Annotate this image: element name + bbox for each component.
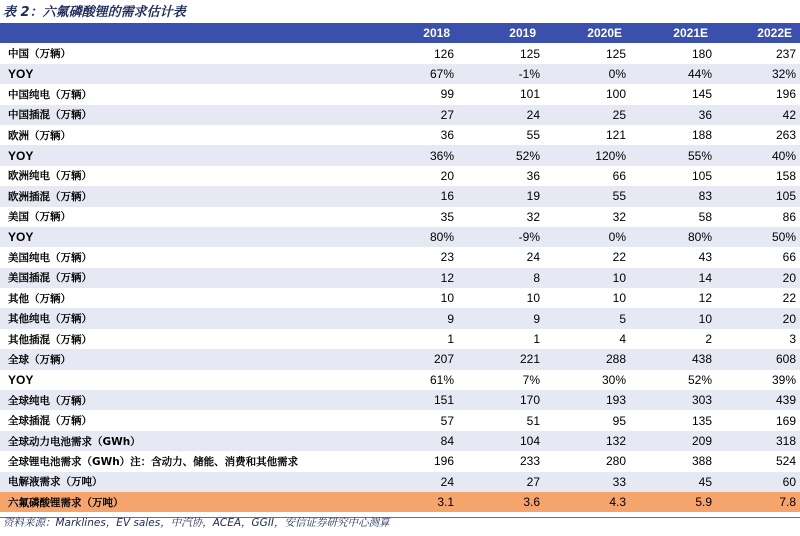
row-value-2020e: 22 [544,247,630,267]
row-label: 其他插混（万辆） [0,329,372,349]
row-value-2022e: 439 [716,390,800,410]
row-value-2020e: 55 [544,186,630,206]
row-label: 中国（万辆） [0,43,372,63]
row-value-2021e: 438 [630,349,716,369]
row-value-2019: 7% [458,370,544,390]
row-value-2021e: 36 [630,105,716,125]
table-row [0,492,800,512]
header-cell-2022e: 2022E [716,23,800,43]
row-value-2021e: 80% [630,227,716,247]
row-value-2021e: 45 [630,472,716,492]
row-value-2022e: 50% [716,227,800,247]
row-value-2021e: 58 [630,207,716,227]
row-label: 中国纯电（万辆） [0,84,372,104]
table-row [0,227,800,247]
row-value-2021e: 44% [630,64,716,84]
table-row [0,84,800,104]
row-value-2021e: 55% [630,145,716,165]
row-value-2020e: 95 [544,410,630,430]
row-value-2021e: 5.9 [630,492,716,512]
row-label: 全球纯电（万辆） [0,390,372,410]
table-row [0,125,800,145]
row-value-2020e: 10 [544,288,630,308]
row-label: 其他纯电（万辆） [0,308,372,328]
table-row [0,145,800,165]
table-row [0,308,800,328]
row-value-2020e: 0% [544,227,630,247]
row-value-2018: 36% [372,145,458,165]
table-row [0,390,800,410]
row-value-2018: 151 [372,390,458,410]
row-value-2020e: 4.3 [544,492,630,512]
row-label: YOY [0,145,372,165]
row-value-2020e: 121 [544,125,630,145]
header-cell-2021e: 2021E [630,23,716,43]
row-value-2020e: 100 [544,84,630,104]
row-label: 中国插混（万辆） [0,105,372,125]
row-value-2019: 27 [458,472,544,492]
row-value-2019: 1 [458,329,544,349]
row-label: 全球锂电池需求（GWh）注：含动力、储能、消费和其他需求 [0,451,372,471]
row-label: 美国插混（万辆） [0,268,372,288]
row-value-2019: 8 [458,268,544,288]
row-value-2020e: 5 [544,308,630,328]
row-value-2018: 99 [372,84,458,104]
row-value-2020e: 32 [544,207,630,227]
header-cell-2019: 2019 [458,23,544,43]
row-label: YOY [0,370,372,390]
table-row [0,268,800,288]
row-label: YOY [0,227,372,247]
row-value-2018: 57 [372,410,458,430]
row-value-2018: 1 [372,329,458,349]
row-label: 全球插混（万辆） [0,410,372,430]
row-label: 全球（万辆） [0,349,372,369]
row-label: 欧洲插混（万辆） [0,186,372,206]
row-value-2019: 104 [458,431,544,451]
header-cell-label [0,23,372,43]
row-value-2018: 207 [372,349,458,369]
row-value-2022e: 524 [716,451,800,471]
row-value-2018: 35 [372,207,458,227]
row-value-2021e: 52% [630,370,716,390]
row-label: 全球动力电池需求（GWh） [0,431,372,451]
row-value-2021e: 10 [630,308,716,328]
row-value-2021e: 388 [630,451,716,471]
table-row [0,105,800,125]
row-value-2022e: 42 [716,105,800,125]
row-value-2019: 221 [458,349,544,369]
row-value-2021e: 188 [630,125,716,145]
row-value-2022e: 3 [716,329,800,349]
row-value-2020e: 30% [544,370,630,390]
table-row [0,451,800,471]
row-value-2018: 36 [372,125,458,145]
header-cell-2020e: 2020E [544,23,630,43]
row-value-2019: 24 [458,105,544,125]
row-value-2018: 84 [372,431,458,451]
row-value-2019: 3.6 [458,492,544,512]
row-value-2022e: 7.8 [716,492,800,512]
table-row [0,247,800,267]
row-value-2020e: 0% [544,64,630,84]
table-row [0,472,800,492]
row-value-2019: 55 [458,125,544,145]
row-value-2021e: 209 [630,431,716,451]
row-value-2022e: 318 [716,431,800,451]
row-label: 美国纯电（万辆） [0,247,372,267]
row-value-2018: 61% [372,370,458,390]
row-value-2021e: 105 [630,166,716,186]
row-value-2019: 10 [458,288,544,308]
row-value-2020e: 66 [544,166,630,186]
table-row [0,166,800,186]
table-row [0,431,800,451]
row-value-2020e: 132 [544,431,630,451]
row-value-2020e: 280 [544,451,630,471]
row-value-2022e: 20 [716,268,800,288]
table-row [0,288,800,308]
table-row [0,207,800,227]
row-label: YOY [0,64,372,84]
row-label: 其他（万辆） [0,288,372,308]
row-value-2019: 51 [458,410,544,430]
table-row [0,329,800,349]
table-header-row [0,23,800,43]
row-value-2022e: 86 [716,207,800,227]
row-value-2020e: 10 [544,268,630,288]
row-value-2018: 24 [372,472,458,492]
row-value-2018: 27 [372,105,458,125]
row-value-2018: 126 [372,43,458,63]
row-value-2020e: 125 [544,43,630,63]
row-label: 欧洲纯电（万辆） [0,166,372,186]
row-value-2020e: 4 [544,329,630,349]
table-row [0,186,800,206]
row-value-2020e: 33 [544,472,630,492]
table-row [0,349,800,369]
row-value-2018: 20 [372,166,458,186]
row-value-2021e: 145 [630,84,716,104]
table-body [0,43,800,512]
row-value-2022e: 105 [716,186,800,206]
row-value-2020e: 288 [544,349,630,369]
table-title: 表 2：六氟磷酸锂的需求估计表 [3,5,186,20]
row-value-2018: 10 [372,288,458,308]
row-value-2022e: 20 [716,308,800,328]
demand-table [0,23,800,512]
row-value-2019: 36 [458,166,544,186]
row-value-2018: 196 [372,451,458,471]
row-value-2019: 9 [458,308,544,328]
header-cell-2018: 2018 [372,23,458,43]
row-value-2018: 12 [372,268,458,288]
row-value-2021e: 2 [630,329,716,349]
row-value-2021e: 180 [630,43,716,63]
row-value-2018: 80% [372,227,458,247]
row-value-2018: 16 [372,186,458,206]
row-value-2022e: 237 [716,43,800,63]
row-value-2022e: 158 [716,166,800,186]
row-value-2018: 3.1 [372,492,458,512]
row-value-2022e: 40% [716,145,800,165]
row-value-2020e: 120% [544,145,630,165]
row-value-2021e: 83 [630,186,716,206]
row-value-2019: 19 [458,186,544,206]
row-value-2022e: 263 [716,125,800,145]
row-value-2019: 52% [458,145,544,165]
table-row [0,43,800,63]
row-value-2020e: 193 [544,390,630,410]
row-value-2021e: 43 [630,247,716,267]
source-note: 资料来源：Marklines，EV sales，中汽协，ACEA，GGII，安信证券研究中心测算 [3,517,390,529]
row-value-2022e: 196 [716,84,800,104]
table-row [0,370,800,390]
row-value-2018: 67% [372,64,458,84]
row-value-2021e: 303 [630,390,716,410]
row-value-2019: 170 [458,390,544,410]
row-label: 欧洲（万辆） [0,125,372,145]
table-row [0,410,800,430]
row-value-2021e: 135 [630,410,716,430]
row-label: 美国（万辆） [0,207,372,227]
row-value-2019: 233 [458,451,544,471]
row-value-2021e: 14 [630,268,716,288]
table-row [0,64,800,84]
row-value-2018: 9 [372,308,458,328]
row-value-2022e: 39% [716,370,800,390]
row-value-2018: 23 [372,247,458,267]
row-value-2019: 24 [458,247,544,267]
row-value-2022e: 66 [716,247,800,267]
row-value-2022e: 32% [716,64,800,84]
row-value-2020e: 25 [544,105,630,125]
row-value-2019: 101 [458,84,544,104]
row-value-2022e: 60 [716,472,800,492]
row-value-2022e: 22 [716,288,800,308]
row-value-2021e: 12 [630,288,716,308]
row-value-2019: -1% [458,64,544,84]
row-value-2019: 125 [458,43,544,63]
row-label: 电解液需求（万吨） [0,472,372,492]
row-value-2022e: 608 [716,349,800,369]
row-value-2022e: 169 [716,410,800,430]
row-label: 六氟磷酸锂需求（万吨） [0,492,372,512]
row-value-2019: -9% [458,227,544,247]
row-value-2019: 32 [458,207,544,227]
